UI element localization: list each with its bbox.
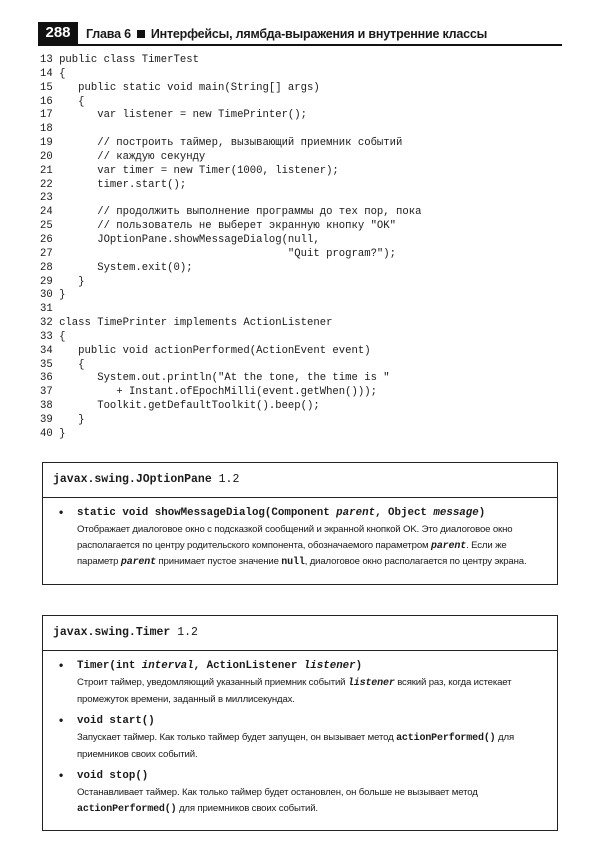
api-item-start [53,712,547,762]
chapter-title: Интерфейсы, лямбда-выражения и внутренние классы [150,27,488,41]
constructor-description: Строит таймер, уведомляющий указанный приемник событий listener всякий раз, когда истекает промежуток времени, заданный в миллисекундах. [77,677,512,705]
bullet-icon: • [59,713,64,727]
code-line: 37 + Instant.ofEpochMilli(event.getWhen())); [40,386,377,399]
chapter-label: Глава 6 [86,27,131,41]
code-line: 27 "Quit program?"); [40,247,397,260]
code-line: 23 [40,192,53,205]
code-line: 31 [40,303,53,316]
constructor-signature: Timer(int interval, ActionListener listener) [77,660,363,672]
code-line: 35 { [40,358,85,371]
bullet-icon: • [59,768,64,782]
api-box-body [43,651,557,830]
code-line: 38 Toolkit.getDefaultToolkit().beep(); [40,400,320,413]
code-line: 25 // пользователь не выберет экранную кнопку "OK" [40,220,397,233]
api-box-header [43,616,557,651]
code-line: 26 JOptionPane.showMessageDialog(null, [40,233,320,246]
code-line: 20 // каждую секунду [40,150,206,163]
code-line: 15 public static void main(String[] args) [40,81,320,94]
page-header [38,22,562,44]
page-number: 288 [38,22,78,44]
method-description: Отображает диалоговое окно с подсказкой сообщений и экранной кнопкой OK. Это диалоговое окно располагается по центру родительского компонента, обозначаемого параметром parent. Если же параметр parent принимает пустое значение null, диалоговое окно располагается по центру экрана. [77,524,527,568]
api-version: 1.2 [218,473,240,486]
code-line: 33 { [40,330,66,343]
method-signature: static void showMessageDialog(Component parent, Object message) [77,507,486,519]
api-box-header [43,463,557,498]
api-item-timer-constructor [53,657,547,707]
code-line: 40 } [40,427,66,440]
code-line: 17 var listener = new TimePrinter(); [40,109,308,122]
code-line: 39 } [40,413,85,426]
code-line: 30 } [40,289,66,302]
code-line: 32 class TimePrinter implements ActionListener [40,317,333,330]
code-line: 18 [40,123,53,136]
code-listing [40,54,421,442]
api-box-joptionpane [42,462,558,585]
running-head [86,24,487,44]
method-description: Запускает таймер. Как только таймер будет запущен, он вызывает метод actionPerformed() для приемников своих событий. [77,732,514,760]
code-line: 22 timer.start(); [40,178,187,191]
code-line: 14 { [40,67,66,80]
code-line: 36 System.out.println("At the tone, the time is " [40,372,390,385]
api-box-timer [42,615,558,831]
api-class-name: javax.swing.Timer [53,626,171,639]
code-line: 13 public class TimerTest [40,54,199,66]
code-line: 21 var timer = new Timer(1000, listener); [40,164,339,177]
code-line: 24 // продолжить выполнение программы до тех пор, пока [40,206,422,219]
bullet-icon: • [59,505,64,519]
api-item-showmessagedialog [53,504,547,571]
bullet-icon: • [59,658,64,672]
code-line: 34 public void actionPerformed(ActionEvent event) [40,344,371,357]
api-version: 1.2 [177,626,198,639]
method-signature: void stop() [77,770,149,782]
header-rule [38,44,562,46]
api-box-body [43,498,557,584]
method-signature: void start() [77,715,155,727]
code-line: 16 { [40,95,85,108]
separator-square-icon [137,30,145,38]
method-description: Останавливает таймер. Как только таймер будет остановлен, он больше не вызывает метод actionPerformed() для приемников своих событий. [77,787,478,815]
code-line: 28 System.exit(0); [40,261,193,274]
code-line: 19 // построить таймер, вызывающий приемник событий [40,137,403,150]
api-class-name: javax.swing.JOptionPane [53,473,212,486]
code-line: 29 } [40,275,85,288]
api-item-stop [53,767,547,817]
